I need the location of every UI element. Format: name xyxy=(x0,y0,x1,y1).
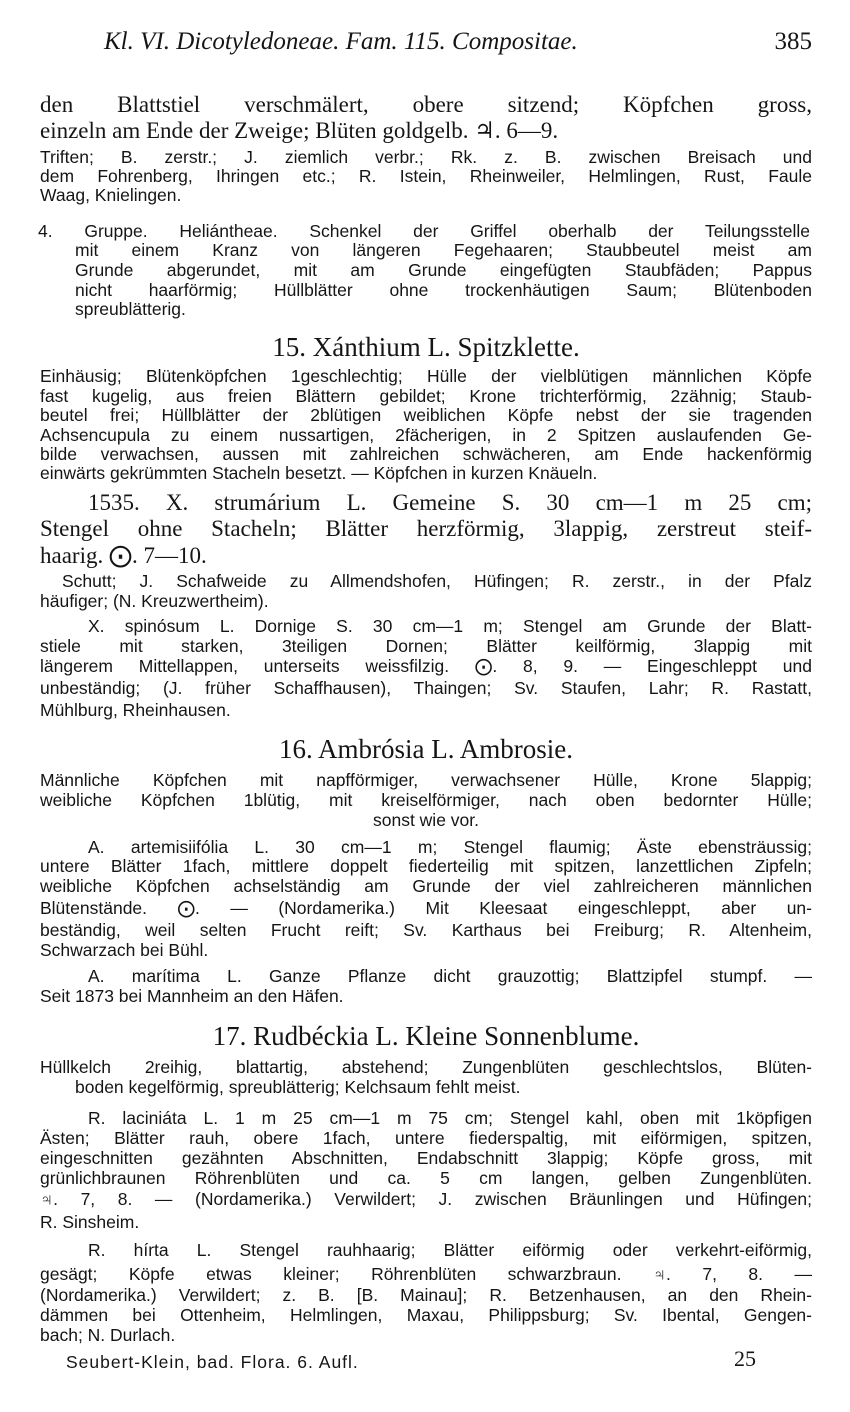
body-line: beständig, weil selten Frucht reift; Sv. Karthaus bei Freiburg; R. Altenheim, xyxy=(40,920,812,940)
body-line: Einhäusig; Blütenköpfchen 1geschlechtig; Hülle der vielblütigen männlichen Köpfe xyxy=(40,366,812,386)
body-line: weibliche Köpfchen achselständig am Grunde der viel zahlreicheren männlichen xyxy=(40,876,812,896)
species-line: R. laciniáta L. 1 m 25 cm—1 m 75 cm; Stengel kahl, oben mit 1köpfigen xyxy=(88,1108,812,1128)
species-line: A. artemisiifólia L. 30 cm—1 m; Stengel flaumig; Äste ebensträussig; xyxy=(88,837,812,857)
group-heading: 4. Gruppe. Heliántheae. Schenkel der Griffel oberhalb der Teilungsstelle xyxy=(38,221,810,241)
body-line: haarig. ⨀. 7—10. xyxy=(40,543,207,568)
body-line: Grunde abgerundet, mit am Grunde eingefügten Staubfäden; Pappus xyxy=(75,260,812,280)
body-line: dämmen bei Ottenheim, Helmlingen, Maxau, Philippsburg; Sv. Ibental, Gengen- xyxy=(40,1305,812,1325)
genus-heading: 16. Ambrósia L. Ambrosie. xyxy=(279,734,573,764)
body-line: ♃. 7, 8. — (Nordamerika.) Verwildert; J. zwischen Bräunlingen und Hüfingen; xyxy=(40,1189,812,1209)
body-line: den Blattstiel verschmälert, obere sitzend; Köpfchen gross, xyxy=(40,92,812,117)
page-number: 385 xyxy=(774,28,812,55)
species-line: X. spinósum L. Dornige S. 30 cm—1 m; Stengel am Grunde der Blatt- xyxy=(88,616,812,636)
body-line: gesägt; Köpfe etwas kleiner; Röhrenblüten schwarzbraun. ♃. 7, 8. — xyxy=(40,1264,812,1284)
body-line: nicht haarförmig; Hüllblätter ohne trockenhäutigen Saum; Blütenboden xyxy=(75,280,812,300)
body-line: bach; N. Durlach. xyxy=(40,1325,176,1345)
body-line: Ästen; Blätter rauh, obere 1fach, untere fiederspaltig, mit eiförmigen, spitzen, xyxy=(40,1128,812,1148)
body-line: einzeln am Ende der Zweige; Blüten goldgelb. ♃. 6—9. xyxy=(40,118,559,143)
body-line: mit einem Kranz von längeren Fegehaaren; Staubbeutel meist am xyxy=(75,240,812,260)
running-header xyxy=(104,28,812,56)
body-line: Mühlburg, Rheinhausen. xyxy=(40,700,231,720)
body-line: (Nordamerika.) Verwildert; z. B. [B. Mainau]; R. Betzenhausen, an den Rhein- xyxy=(40,1285,812,1305)
body-line: unbeständig; (J. früher Schaffhausen), Thaingen; Sv. Staufen, Lahr; R. Rastatt, xyxy=(40,678,812,698)
body-line: stiele mit starken, 3teiligen Dornen; Blätter keilförmig, 3lappig mit xyxy=(40,636,812,656)
body-line: sonst wie vor. xyxy=(372,810,480,830)
locality-line: Schutt; J. Schafweide zu Allmendshofen, Hüfingen; R. zerstr., in der Pfalz xyxy=(62,571,812,591)
body-line: Schwarzach bei Bühl. xyxy=(40,940,209,960)
body-line: Blütenstände. ⨀. — (Nordamerika.) Mit Kleesaat eingeschleppt, aber un- xyxy=(40,898,812,918)
species-heading: 1535. X. strumárium L. Gemeine S. 30 cm—1 m 25 cm; xyxy=(88,490,812,515)
body-line: Männliche Köpfchen mit napfförmiger, verwachsener Hülle, Krone 5lappig; xyxy=(40,770,812,790)
body-line: spreublätterig. xyxy=(75,299,186,319)
body-line: R. Sinsheim. xyxy=(40,1212,140,1232)
body-line: grünlichbraunen Röhrenblüten und ca. 5 cm langen, gelben Zungenblüten. xyxy=(40,1168,812,1188)
body-line: Achsencupula zu einem nussartigen, 2fächerigen, in 2 Spitzen auslaufenden Ge- xyxy=(40,425,812,445)
locality-line: häufiger; (N. Kreuzwertheim). xyxy=(40,591,269,611)
body-line: Hüllkelch 2reihig, blattartig, abstehend; Zungenblüten geschlechtslos, Blüten- xyxy=(40,1057,812,1077)
body-line: Seit 1873 bei Mannheim an den Häfen. xyxy=(40,986,344,1006)
body-line: boden kegelförmig, spreublätterig; Kelchsaum fehlt meist. xyxy=(75,1077,521,1097)
locality-line: dem Fohrenberg, Ihringen etc.; R. Istein, Rheinweiler, Helmlingen, Rust, Faule xyxy=(40,166,812,186)
locality-line: Triften; B. zerstr.; J. ziemlich verbr.; Rk. z. B. zwischen Breisach und xyxy=(40,147,812,167)
signature-mark: 25 xyxy=(734,1346,756,1371)
body-line: bilde verwachsen, aussen mit zahlreichen schwächeren, am Ende hackenförmig xyxy=(40,444,812,464)
genus-heading: 17. Rudbéckia L. Kleine Sonnenblume. xyxy=(212,1021,640,1051)
body-line: fast kugelig, aus freien Blättern gebildet; Krone trichterförmig, 2zähnig; Staub- xyxy=(40,386,812,406)
body-line: weibliche Köpfchen 1blütig, mit kreiselförmiger, nach oben bedornter Hülle; xyxy=(40,790,812,810)
body-line: beutel frei; Hüllblätter der 2blütigen weiblichen Köpfe nebst der sie tragenden xyxy=(40,405,812,425)
body-line: längerem Mittellappen, unterseits weissfilzig. ⨀. 8, 9. — Eingeschleppt und xyxy=(40,656,812,676)
locality-line: Waag, Knielingen. xyxy=(40,185,182,205)
species-line: A. marítima L. Ganze Pflanze dicht grauzottig; Blattzipfel stumpf. — xyxy=(88,966,812,986)
running-title: Kl. VI. Dicotyledoneae. Fam. 115. Compositae. xyxy=(104,28,578,55)
genus-heading: 15. Xánthium L. Spitzklette. xyxy=(272,332,580,362)
body-line: untere Blätter 1fach, mittlere doppelt fiederteilig mit spitzen, lanzettlichen Zipfeln; xyxy=(40,856,812,876)
species-line: R. hírta L. Stengel rauhhaarig; Blätter eiförmig oder verkehrt-eiförmig, xyxy=(88,1240,812,1260)
body-line: einwärts gekrümmten Stacheln besetzt. — Köpfchen in kurzen Knäueln. xyxy=(40,463,598,483)
footer-imprint: Seubert-Klein, bad. Flora. 6. Aufl. xyxy=(66,1352,359,1372)
body-line: eingeschnitten gezähnten Abschnitten, Endabschnitt 3lappig; Köpfe gross, mit xyxy=(40,1148,812,1168)
body-line: Stengel ohne Stacheln; Blätter herzförmig, 3lappig, zerstreut steif- xyxy=(40,516,812,541)
